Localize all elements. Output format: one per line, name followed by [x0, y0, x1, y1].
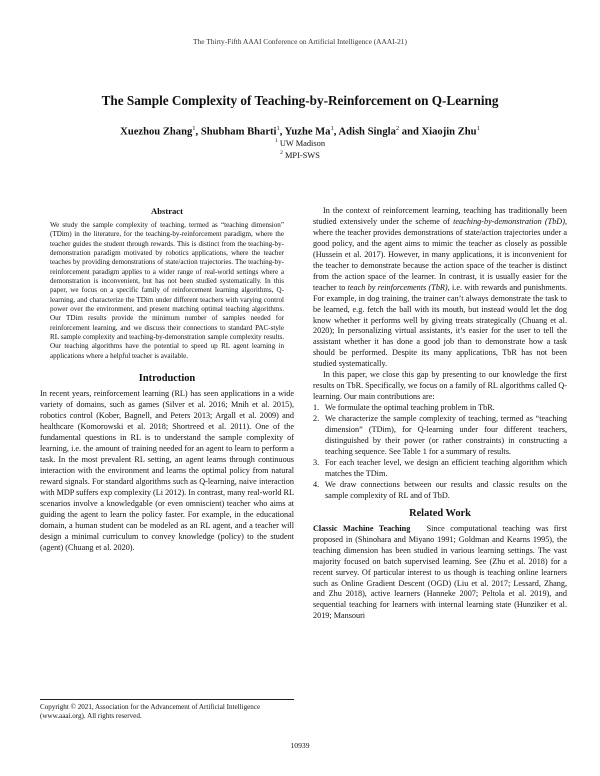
author-name: Xiaojin Zhu: [421, 126, 477, 138]
term-tbr: teach by reinforcements (TbR): [347, 282, 448, 292]
author-affil-marker: 2: [395, 125, 400, 132]
introduction-paragraph: In the context of reinforcement learning, teaching has traditionally been studied extensively under the scheme of teaching-by-demonstration (TbD), where the teacher provides demonstrations of state/action trajectories under a good policy, and the agent aims to mimic the teacher as closely as possible (Hussein et al. 2017). However, in many applications, it is inconvenient for the teacher to demonstrate because the action space of the teacher is distinct from the action space of the learner. In contrast, it is usually easier for the teacher to teach by reinforcements (TbR), i.e. with rewards and punishments. For example, in dog training, the trainer can’t always demonstrate the task to be learned, e.g. fetch the ball with its mouth, but instead would let the dog know whether it performs well by giving treats strategically (Chuang et al. 2020); In personalizing virtual assistants, it’s easier for the user to tell the assistant whether it has done a good job than to demonstrate how a task should be performed. Despite its many applications, TbR has not been studied systematically.: [313, 206, 568, 369]
term-tbd: teaching-by-demonstration (TbD): [453, 216, 565, 226]
author-name: Xuezhou Zhang: [120, 126, 193, 138]
affiliation: [0, 138, 600, 148]
paper-title: The Sample Complexity of Teaching-by-Reinforcement on Q-Learning: [101, 93, 499, 108]
author-name: Shubham Bharti: [200, 126, 277, 138]
author-name: Yuzhe Ma: [284, 126, 331, 138]
author-affil-marker: 1: [276, 125, 280, 132]
introduction-paragraph: In this paper, we close this gap by presenting to our knowledge the first results on TbR. Specifically, we focus on a family of RL algorithms called Q-learning. Our main contributions are:: [313, 370, 567, 402]
affiliation-name: MPI-SWS: [284, 150, 320, 160]
introduction-heading: Introduction: [138, 373, 196, 385]
author-affil-marker: 1: [330, 125, 334, 132]
paragraph-heading: Classic Machine Teaching: [313, 523, 411, 533]
list-item: 3. For each teacher level, we design an efficient teaching algorithm which matches the TDim.: [313, 457, 567, 478]
page-number: 10939: [290, 741, 310, 750]
abstract-heading: Abstract: [151, 206, 183, 216]
affiliation-number: 2: [280, 150, 283, 156]
copyright-footnote: Copyright © 2021, Association for the Advancement of Artificial Intelligence (www.aaai.org). All rights reserved.: [40, 699, 294, 721]
list-item: 4. We draw connections between our results and classic results on the sample complexity of RL and of TbD.: [313, 479, 567, 500]
left-column: [40, 206, 294, 553]
right-column: [313, 206, 567, 622]
list-item: 1. We formulate the optimal teaching problem in TbR.: [313, 403, 495, 413]
running-head: The Thirty-Fifth AAAI Conference on Artificial Intelligence (AAAI-21): [193, 37, 407, 46]
author-affil-marker: 1: [192, 125, 196, 132]
related-work-heading: Related Work: [409, 507, 471, 519]
affiliation-number: 1: [274, 138, 278, 144]
related-work-paragraph: Classic Machine Teaching Since computational teaching was first proposed in (Shinohara and Miyano 1991; Goldman and Kearns 1995), the teaching dimension has been studied in various learning settings. The vast majority focused on batch supervised learning. See (Zhu et al. 2018) for a recent survey. Of particular interest to us though is teaching online learners such as Online Gradient Descent (OGD) (Liu et al. 2017; Lessard, Zhang, and Zhu 2018), active learners (Hanneke 2007; Peltola et al. 2019), and sequential teaching for learners with internal learning state (Hunziker et al. 2019; Mansouri: [313, 523, 567, 621]
affiliation-name: UW Madison: [279, 138, 326, 148]
abstract-text: We study the sample complexity of teaching, termed as “teaching dimension” (TDim) in the literature, for the teaching-by-reinforcement paradigm, where the teacher guides the student through rewards. This is distinct from the teaching-by-demonstration paradigm motivated by robotics applications, where the teacher teaches by providing demonstrations of state/action trajectories. The teaching-by-reinforcement paradigm applies to a wider range of real-world settings where a demonstration is inconvenient, but has not been studied systematically. In this paper, we focus on a specific family of reinforcement learning algorithms, Q-learning, and characterize the TDim under different teachers with varying control power over the environment, and present matching optimal teaching algorithms. Our TDim results provide the minimum number of samples needed for reinforcement learning, and we discuss their connections to standard PAC-style RL sample complexity and teaching-by-demonstration sample complexity results. Our teaching algorithms have the potential to speed up RL agent learning in applications where a helpful teacher is available.: [50, 221, 284, 360]
author-list: Xuezhou Zhang$^1$, Shubham Bharti$^1$, Yuzhe Ma$^1$, Adish Singla$^2$ and Xiaojin Zhu$^1$: [120, 125, 480, 138]
list-item: 2. We characterize the sample complexity of teaching, termed as “teaching dimension” (TDim), for Q-learning under four different teachers, distinguished by their power (or rather constraints) in constructing a teaching sequence. See Table 1 for a summary of results.: [313, 414, 567, 456]
introduction-paragraph: In recent years, reinforcement learning (RL) has seen applications in a wide variety of domains, such as games (Silver et al. 2016; Mnih et al. 2015), robotics control (Kober, Bagnell, and Peters 2013; Argall et al. 2009) and healthcare (Komorowski et al. 2018; Shortreed et al. 2011). One of the fundamental questions in RL is to understand the sample complexity of learning, i.e. the amount of training needed for an agent to learn to perform a task. In the most prevalent RL setting, an agent learns through continuous interaction with the environment and learns the optimal policy from natural reward signals. For standard algorithms such as Q-learning, naive interaction with MDP suffers exp complexity (Li 2012). In contrast, many real-world RL scenarios involve a knowledgable (or even omniscient) teacher who aims at guiding the agent to learn the policy faster. For example, in the educational domain, a human student can be modeled as an RL agent, and a teacher will design a minimal curriculum to convey knowledge (policy) to the student (agent) (Chuang et al. 2020).: [40, 389, 294, 552]
author-name: Adish Singla: [338, 126, 396, 138]
author-affil-marker: 1: [476, 125, 480, 132]
affiliation: [0, 150, 600, 160]
contribution-list: [313, 403, 567, 502]
